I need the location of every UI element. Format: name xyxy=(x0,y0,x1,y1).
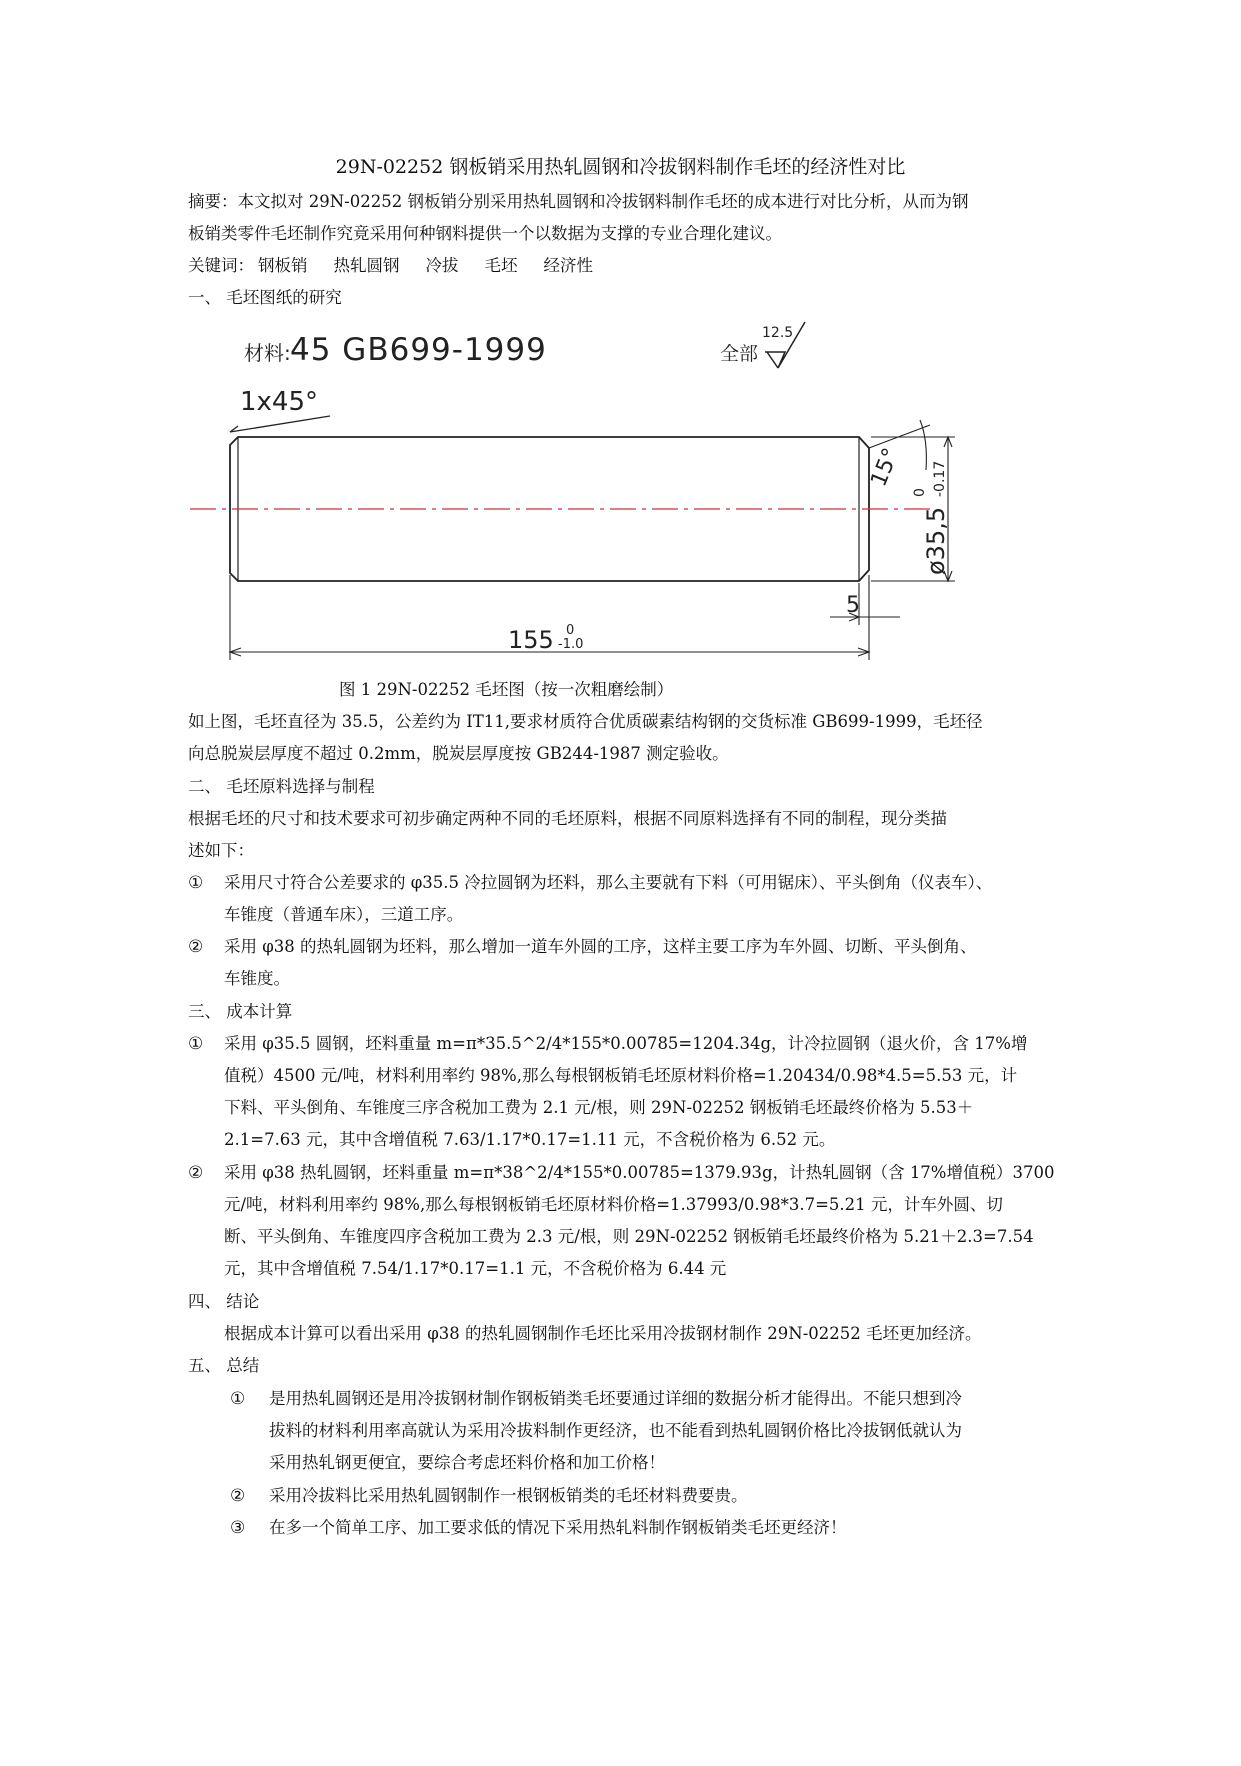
list-marker: ① xyxy=(230,1389,246,1409)
para1-line-2: 向总脱炭层厚度不超过 0.2mm，脱炭层厚度按 GB244-1987 测定验收。 xyxy=(188,744,729,763)
keyword: 毛坯 xyxy=(484,256,518,275)
s2-item1-line-1: 采用尺寸符合公差要求的 φ35.5 冷拉圆钢为坯料，那么主要就有下料（可用锯床）、平头倒角（仪表车）、 xyxy=(224,873,993,892)
s5-item1-line-2: 拔料的材料利用率高就认为采用冷拔料制作更经济，也不能看到热轧圆钢价格比冷拔钢低就认为 xyxy=(269,1421,962,1440)
diameter-value: ø35,5 xyxy=(922,506,950,575)
s3-item2-line-4: 元，其中含增值税 7.54/1.17*0.17=1.1 元，不含税价格为 6.44 元 xyxy=(224,1259,727,1278)
s2-item2-line-2: 车锥度。 xyxy=(224,969,290,988)
list-marker: ② xyxy=(188,937,204,957)
material-value: 45 GB699-1999 xyxy=(290,332,547,368)
list-marker: ② xyxy=(188,1163,204,1183)
s2-item2-line-1: 采用 φ38 的热轧圆钢为坯料，那么增加一道车外圆的工序，这样主要工序为车外圆、切断、平头倒角、 xyxy=(224,937,977,956)
angle-value: 15° xyxy=(866,444,905,491)
figure-caption: 图 1 29N-02252 毛坯图（按一次粗磨绘制） xyxy=(339,680,674,699)
diameter-tol-lower: -0.17 xyxy=(932,460,948,497)
list-marker: ② xyxy=(230,1486,246,1506)
roughness-value: 12.5 xyxy=(762,325,794,341)
abstract-line-1: 摘要：本文拟对 29N-02252 钢板销分别采用热轧圆钢和冷拔钢料制作毛坯的成本进行对比分析，从而为钢 xyxy=(188,192,969,211)
keyword: 热轧圆钢 xyxy=(333,256,400,275)
s3-item1-line-3: 下料、平头倒角、车锥度三序含税加工费为 2.1 元/根，则 29N-02252 钢板销毛坯最终价格为 5.53＋ xyxy=(224,1098,974,1117)
keyword: 经济性 xyxy=(543,256,593,275)
s5-item1-line-1: 是用热轧圆钢还是用冷拔钢材制作钢板销类毛坯要通过详细的数据分析才能得出。不能只想到冷 xyxy=(269,1389,962,1408)
section-heading-5: 五、 总结 xyxy=(188,1356,260,1375)
para2-line-1: 根据毛坯的尺寸和技术要求可初步确定两种不同的毛坯原料，根据不同原料选择有不同的制程，现分类描 xyxy=(188,809,947,828)
section-heading-1: 一、 毛坯图纸的研究 xyxy=(188,288,342,307)
para2-line-2: 述如下： xyxy=(188,841,254,860)
section-heading-2: 二、 毛坯原料选择与制程 xyxy=(188,777,375,796)
s3-item2-line-3: 断、平头倒角、车锥度四序含税加工费为 2.3 元/根，则 29N-02252 钢板销毛坯最终价格为 5.21＋2.3=7.54 xyxy=(224,1227,1034,1246)
section-heading-4: 四、 结论 xyxy=(188,1292,260,1311)
roughness-label: 全部 xyxy=(720,343,759,365)
para1-line-1: 如上图，毛坯直径为 35.5，公差约为 IT11,要求材质符合优质碳素结构钢的交货标准 GB699-1999，毛坯径 xyxy=(188,712,983,731)
chamfer-label: 1x45° xyxy=(240,387,319,417)
list-marker: ① xyxy=(188,1034,204,1054)
section-heading-3: 三、 成本计算 xyxy=(188,1002,293,1021)
material-label: 材料: xyxy=(244,341,291,365)
s3-item1-line-2: 值税）4500 元/吨，材料利用率约 98%,那么每根钢板销毛坯原材料价格=1.20434/0.98*4.5=5.53 元，计 xyxy=(224,1066,1018,1085)
s3-item2-line-2: 元/吨，材料利用率约 98%,那么每根钢板销毛坯原材料价格=1.37993/0.98*3.7=5.21 元，计车外圆、切 xyxy=(224,1195,1003,1214)
s5-item1-line-3: 采用热轧钢更便宜，要综合考虑坯料价格和加工价格！ xyxy=(269,1453,665,1472)
length-tol-lower: -1.0 xyxy=(558,637,584,652)
length-tol-upper: 0 xyxy=(566,623,575,638)
s3-item1-line-1: 采用 φ35.5 圆钢，坯料重量 m=π*35.5^2/4*155*0.00785=1204.34g，计冷拉圆钢（退火价，含 17%增 xyxy=(224,1034,1028,1053)
list-marker: ③ xyxy=(230,1518,246,1538)
keyword: 钢板销 xyxy=(258,256,308,275)
diameter-tol-upper: 0 xyxy=(912,488,928,497)
s3-item2-line-1: 采用 φ38 热轧圆钢，坯料重量 m=π*38^2/4*155*0.00785=1379.93g，计热轧圆钢（含 17%增值税）3700 xyxy=(224,1163,1055,1182)
conclusion-text: 根据成本计算可以看出采用 φ38 的热轧圆钢制作毛坯比采用冷拔钢材制作 29N-02252 毛坯更加经济。 xyxy=(224,1324,982,1343)
keyword: 冷拔 xyxy=(425,256,459,275)
length-value: 155 xyxy=(508,626,554,654)
abstract-line-2: 板销类零件毛坯制作究竟采用何种钢料提供一个以数据为支撑的专业合理化建议。 xyxy=(188,224,782,243)
taper-length-dimension xyxy=(830,583,900,625)
s2-item1-line-2: 车锥度（普通车床），三道工序。 xyxy=(224,905,464,924)
taper-length-value: 5 xyxy=(846,593,860,618)
s5-item2: 采用冷拔料比采用热轧圆钢制作一根钢板销类的毛坯材料费要贵。 xyxy=(269,1486,748,1505)
chamfer-leader xyxy=(230,416,330,432)
keywords-label: 关键词： xyxy=(188,256,254,275)
list-marker: ① xyxy=(188,873,204,893)
s3-item1-line-4: 2.1=7.63 元，其中含增值税 7.63/1.17*0.17=1.11 元，不含税价格为 6.52 元。 xyxy=(224,1130,836,1149)
document-title: 29N-02252 钢板销采用热轧圆钢和冷拔钢料制作毛坯的经济性对比 xyxy=(335,156,906,178)
s5-item3: 在多一个简单工序、加工要求低的情况下采用热轧料制作钢板销类毛坯更经济！ xyxy=(269,1518,847,1537)
